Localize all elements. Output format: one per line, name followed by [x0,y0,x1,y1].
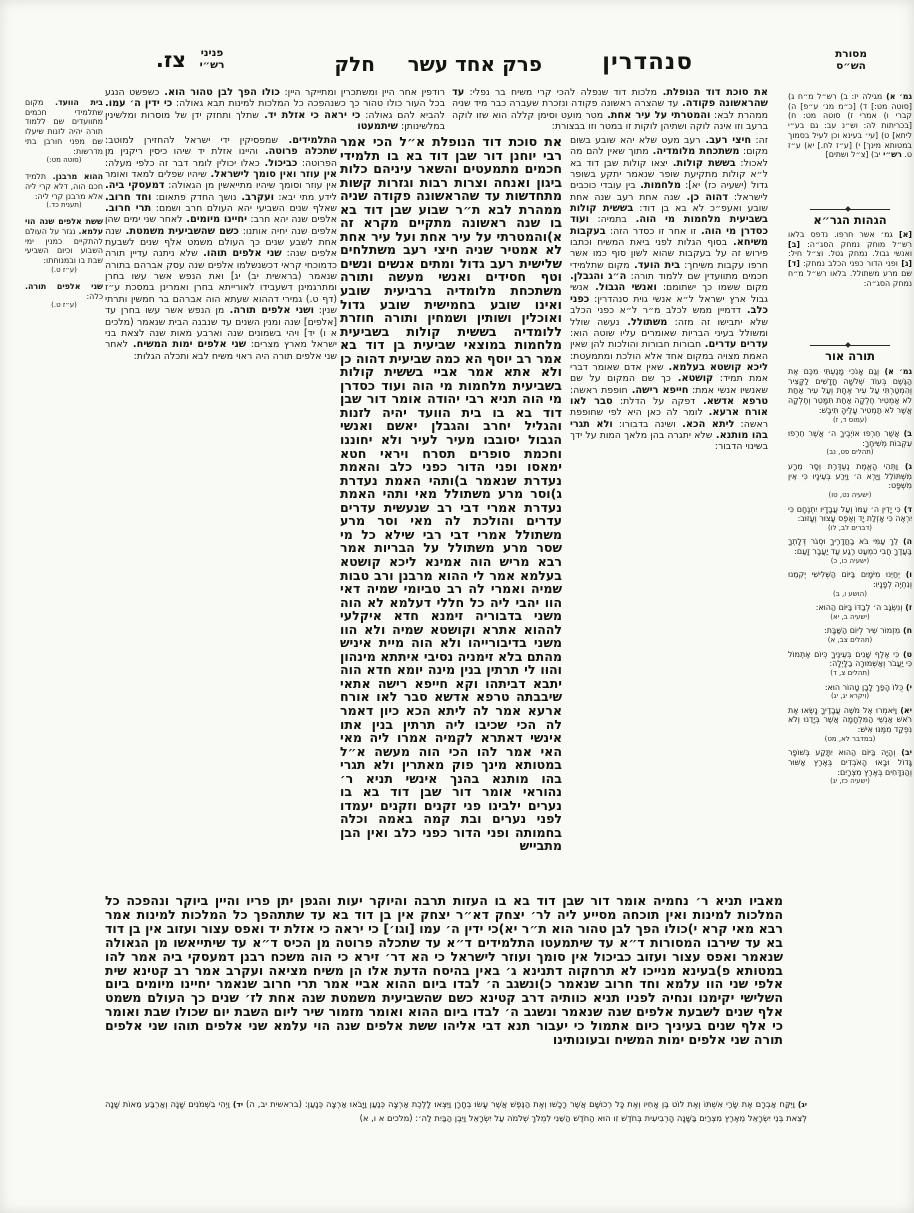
margin-entry: ג) וַתְּהִי הָאֱמֶת נֶעְדֶּרֶת וְסָר מֵרָע מִשְׁתּוֹלֵל וַיַּרְא ה׳ וַיֵּרַע בְּעֵינָיו כִּי אֵין מִשְׁפָּט: (ישעיה נט, טו) [788,461,912,500]
hagahot-gra-notes: [א] גמ׳ אשר חרפו. נדפס בלאו רש״ל מוחק נמחק הסג״ה: [ב] ואנשי גבול. נמחק גטל. וצ״ל חיל: [ג] ופני הדור כפני הכלב נמחק: [ד] שם מרע משתולל. בלאו רש״ל מ״ח נמחק הסג״ה: [788,230,912,288]
margin-entry: בית הוועד. מקום שתלמידי חכמים מתוועדים שם ללמוד תורה יהיה לזנות שיעלו שם מפני חורבן בתי מדרשות: (סוטה מט:) [25,98,103,165]
pninei-rashi-title-line1: פניני [200,47,224,59]
header-masechet: סנהדרין [602,49,693,75]
pninei-note-list [25,98,103,310]
margin-entry: ו) יְחַיֵּנוּ מִיֹּמָיִם בַּיּוֹם הַשְּׁלִישִׁי יְקִמֵנוּ וְנִחְיֶה לְפָנָיו: (הושע ו, ב) [788,570,912,598]
torah-or-bottom-verses: יג) וַיִּקַּח אַבְרָם אֶת שָׂרַי אִשְׁתּוֹ וְאֶת לוֹט בֶּן אָחִיו וְאֶת כָּל רְכוּשָׁם אֲשֶׁר רָכָשׁוּ וְאֶת הַנֶּפֶשׁ אֲשֶׁר עָשׂוּ בְחָרָן וַיֵּצְאוּ לָלֶכֶת אַרְצָה כְּנַעַן וַיָּבֹאוּ אַרְצָה כְּנָעַן: (בראשית יב, ה) יד) וַיְהִי בִשְׁמֹנִים שָׁנָה וְאַרְבַּע מֵאוֹת שָׁנָה לְצֵאת בְּנֵי יִשְׂרָאֵל מֵאֶרֶץ מִצְרַיִם בַּשָּׁנָה הָרְבִיעִית בְּחֹדֶשׁ זִו הוּא הַחֹדֶשׁ הַשֵּׁנִי לִמְלֹךְ שְׁלֹמֹה עַל יִשְׂרָאֵל וַיִּבֶן הַבַּיִת לַה׳: (מלכים א ו, א) [105,1099,807,1123]
right-margin-column [788,92,912,1092]
rashi-right-column: זה: חיצי רעב. רעב מעט שלא יהא שובע בשום מקום: משתכחת מלומדיה. מתוך שאין להם מה לאכול: בששת קולות. יצאו קולות שבן דוד בא ל״א קולות מתקיעת שופר שנאמר יתקע בשופר גדול (ישעיה כז) יא]: מלחמות. בין עובדי כוכבים לישראל: דהוה כן. שנה אחת רעב שנה אחת שובע ואעפ״כ לא בא בן דוד: בששית קולות בשביעית מלחמות מי הוה. בתמיה: ועוד כסדרן מי הוה. זו אחר זו כסדר הזה: בעקבות משיחא. בסוף הגלות לפני ביאת המשיח וכתבו פירוש זה על בעקבות שהוא לשון סוף כמו אשר חרפו עקבות משיחך: בית הועד. מקום שתלמידי חכמים מתוועדין שם ללמוד תורה: ה״ג והגבלן. מקום ששמו כך ישתומם: ואנשי הגבול. אנשי גבול ארץ ישראל ל״א אנשי גוית סנהדרין: כפני כלב. דדמיין ממש לכלב מ״ר ל״א כפני הכלב שלא יתבישו זה מזה: משתולל. נעשה שולל ומשולל בעיני הבריות שאומרים עליו שוטה הוא: עדרים עדרים. חבורות חבורות והולכות להן שאין האמת מצויה במקום אחד אלא הולכת ומתמעטת: ליכא קושטא בעלמא. שאין אדם שאומר דברי אמת תמיד: קושטא. כך שם המקום על שם שאנשיו אנשי אמת: חייפא רישה. חופפת ראשה: טרפא אדשא. דפקה על הדלת: סבר לאו אורח ארעא. לומר לה כאן היא לפי שחופפת ראשה: ליתא הכא. ושינה בדבורו: ולא תגרי בהו מותנא. שלא יתגרה בהן מלאך המות על ידך בשינוי הדבור: [570,135,768,453]
margin-entry: יב) וְהָיָה בַּיּוֹם הַהוּא יִתָּקַע בְּשׁוֹפָר גָּדוֹל וּבָאוּ הָאֹבְדִים בְּאֶרֶץ אַשּׁוּר וְהַנִּדָּחִים בְּאֶרֶץ מִצְרָיִם: (ישעיה כז, יג) [788,748,912,786]
rashi-top-left-block: רודפין אחר היין ומשתכרין ומתייקר היין: כולו הפך לבן טהור הוא. כשפשט הנגע בכל העור כולו טהור כך כשנהפכה כל המלכות למינות תבא גאולה: כי ידין ה׳ עמו. להביא להם גאולה: כי יראה כי אזלת יד. שתלך ותחזק ידן של מוסרות ומלשינין במלשינותן: שיתמעטו [105,87,445,133]
rashi-top-right-block: את סוכת דוד הנופלת. מלכות דוד שנפלה להכי קרי משיח בר נפלי: עד שהראשונה פקודה. עד שהצרה ראשונה פקודה ונזכרת שעברה כבר מיד שניה ממהרת לבא: והמטרתי על עיר אחת. מטר מועט וסימן קללה הוא שזו לוקה ברעב וזו אינה לוקה ושתיהן לוקות זו במטר וזו בבצורת: [452,87,768,133]
margin-entry: שני אלפים תורה. כלה: (ע״ז ט.) [25,281,103,310]
gemara-wide-section: מאביו תניא ר׳ נחמיה אומר דור שבן דוד בא בו העזות תרבה והיוקר יעות והגפן יתן פריו והיין ביוקר ונהפכה כל המלכות למינות ואין תוכחה מסייע ליה לר׳ יצחק דא״ר יצחק אין בן דוד בא עד שתתהפך כל המלכות למינות אמר רבא מאי קרא י)כולו הפך לבן טהור הוא ת״ר יא)כי ידין ה׳ עמו [וגו׳] כי יראה כי אזלת יד ואפס עצור ועזוב אין בן דוד בא עד שירבו המסורות ד״א עד שיתמעטו התלמידים ד״א עד שתכלה פרוטה מן הכיס ד״א עד שיתייאשו מן הגאולה שנאמר ואפס עצור ועזוב כביכול אין סומך ועוזר לישראל כי הא דר׳ זירא כי הוה משכח רבנן דמעסקי ביה אמר להו במטותא פ)בעינא מנייכו לא תרחקוה דתנינא ג׳ באין בהיסח הדעת אלו הן משיח מציאה ועקרב אמר רב קטינא שית אלפי שני הוו עלמא וחד חרוב שנאמר כ)ונשגב ה׳ לבדו ביום ההוא אביי אמר תרי חרוב שנאמר יחיינו מיומים ביום השלישי יקימנו ונחיה לפניו תניא כוותיה דרב קטינא כשם שהשביעית משמטת שנה אחת לז׳ שנים כך העולם משמט אלף שנים לשבעת אלפים שנה שנאמר ונשגב ה׳ לבדו ביום ההוא ואומר מזמור שיר ליום השבת יום שכולו שבת ואומר כי אלף שנים בעיניך כיום אתמול כי יעבור תנא דבי אליהו ששת אלפים שנה הוי עלמא שני אלפים תוהו שני אלפים תורה שני אלפים ימות המשיח ובעונותינו [105,894,783,1048]
margin-entry: ד) כִּי יָדִין ה׳ עַמּוֹ וְעַל עֲבָדָיו יִתְנֶחָם כִּי יִרְאֶה כִּי אָזְלַת יָד וְאֶפֶס עָצוּר וְעָזוּב: (דברים לב, לו) [788,504,912,532]
pninei-rashi-title [183,47,241,71]
margin-entry: ה) לֵךְ עַמִּי בֹּא בַחֲדָרֶיךָ וּסְגֹר דְּלָתְךָ בַּעֲדֶךָ חֲבִי כִמְעַט רֶגַע עַד יַעֲבָר זָעַם: (ישעיה כו, כ) [788,537,912,565]
margin-entry: ח) מִזְמוֹר שִׁיר לְיוֹם הַשַּׁבָּת: (תהלים צב, א) [824,626,912,645]
masoret-title-line2: הש״ס [836,60,866,72]
header-perek-name: חלק [334,52,375,76]
masoret-title-line1: מסורת [835,48,867,60]
masoret-title [790,48,912,72]
margin-entry: ב) אֲשֶׁר חֵרְפוּ אוֹיְבֶיךָ ה׳ אֲשֶׁר חֵרְפוּ עִקְּבוֹת מְשִׁיחֶךָ: (תהלים פט, נב) [788,429,912,457]
margin-entry: גמ׳ א) וְגַם אָנֹכִי מָנַעְתִּי מִכֶּם אֶת הַגֶּשֶׁם בְּעוֹד שְׁלֹשָׁה חֳדָשִׁים לַקָּצִיר וְהִמְטַרְתִּי עַל עִיר אֶחָת וְעַל עִיר אַחַת לֹא אַמְטִיר חֶלְקָה אַחַת תִּמָּטֵר וְחֶלְקָה אֲשֶׁר לֹא תַמְטִיר עָלֶיהָ תִּיבָשׁ: (עמוס ד, ז) [788,367,912,424]
margin-entry: יא) וַיֹּאמְרוּ אֶל מֹשֶׁה עֲבָדֶיךָ נָשְׂאוּ אֶת רֹאשׁ אַנְשֵׁי הַמִּלְחָמָה אֲשֶׁר בְּיָדֵנוּ וְלֹא נִפְקַד מִמֶּנּוּ אִישׁ: (במדבר לא, מט) [788,705,912,743]
hagahot-gra-title: הגהות הגר״א [813,213,887,227]
rashi-left-column: התלמידים. שמפסיקין ידי ישראל להחזירן למוטב: שתכלה פרוטה. והיינו אזלת יד שיהו כיסין ריקנין מן הפרוטה: כביכול. כאלו יכולין לומר דבר זה כלפי מעלה: אין עוזר ואין סומך לישראל. שיהיו שפלים למאד ואומר אין עוזר וסומך שיהיו מתייאשין מן הגאולה: דמעסקי ביה. לידע מתי יבא: ועקרב. נושך החדק פתאום: וחד חרוב. שאלף שנים השביעי יהא העולם חרב ושמם: תרי חרוב. אלפים שנה יהא חרב: יחיינו מיומים. לאחר שני ימים שהן אלפים שנה יחיה אותנו: כשם שהשביעית משמטת. שנה אחת לשבע שנים כך העולם משמט אלף שנים לשבעת אלפים שנה: שני אלפים תוהו. שלא ניתנה עדיין תורה כדמוכחי קראי דכשנשלמו אלפים שנה עסק אברהם בתורה שנאמר (בראשית יב) יג] ואת הנפש אשר עשו בחרן ומתרגמינן דשעבידו לאורייתא בחרן ואמרינן במסכת ע״ז (דף ט.) גמירי דההוא שעתא הוה אברהם בר חמשין ותרתי שנין: ושני אלפים תורה. מן הנפש אשר עשו בחרן עד [אלפים] שנה ומנין השנים עד שנבנה הבית שנאמר (מלכים א ו) יד] ויהי בשמונים שנה וארבע מאות שנה לצאת בני ישראל מארץ מצרים: שני אלפים ימות המשיח. לאחר שני אלפים תורה היה ראוי משיח לבא ותכלה הגלות: [105,135,337,362]
masoret-hashas-notes: גמ׳ א) מגילה יז: ב) רש״ל מ״ח ג) [סוטה מט:] ד) [כ״מ מנ׳ ע״פ] ה) קברי ו) אמרי ז) סוטה מט: ח) [בכריתות לה: וש״נ עב: גם בע״י ליתא] ט) [עי׳ בעינא וכן לעיל בסמוך במטותא מינך] י) [ע״ז לח.] יא) ע״ז ט. רש״י יב) [צ״ל ושתים] [788,92,912,160]
margin-entry: י) כֻּלּוֹ הָפַךְ לָבָן טָהוֹר הוּא: (ויקרא יג, יג) [824,682,912,701]
gemara-center-column: את סוכת דוד הנופלת א״ל הכי אמר רבי יוחנן דור שבן דוד בא בו תלמידי חכמים מתמעטים והשאר עיניהם כלות ביגון ואנחה וצרות רבות וגזרות קשות מתחדשות עד שהראשונה פקודה שניה ממהרת לבא ת״ר שבוע שבן דוד בא בו שנה ראשונה מתקיים מקרא זה א)והמטרתי על עיר אחת ועל עיר אחת לא אמטיר שניה חיצי רעב משתלחים שלישית רעב גדול ומתים אנשים ונשים וטף חסידים ואנשי מעשה ותורה משתכחת מלומדיה ברביעית שובע ואינו שובע בחמישית שובע גדול ואוכלין ושותין ושמחין ותורה חוזרת ללומדיה בששית קולות בשביעית מלחמות במוצאי שביעית בן דוד בא אמר רב יוסף הא כמה שביעית דהוה כן ולא אתא אמר אביי בששית קולות בשביעית מלחמות מי הוה ועוד כסדרן מי הוה תניא רבי יהודה אומר דור שבן דוד בא בו בית הוועד יהיה לזנות והגליל יחרב והגבלן יאשם ואנשי הגבול יסובבו מעיר לעיר ולא יחוננו וחכמת סופרים תסרח ויראי חטא ימאסו ופני הדור כפני כלב והאמת נעדרת שנאמר ב)ותהי האמת נעדרת ג)וסר מרע משתולל מאי ותהי האמת נעדרת אמרי דבי רב שנעשית עדרים עדרים והולכת לה מאי וסר מרע משתולל אמרי דבי רבי שילא כל מי שסר מרע משתולל על הבריות אמר רבא מריש הוה אמינא ליכא קושטא בעלמא אמר לי ההוא מרבנן ורב טבות שמיה ואמרי לה רב טביומי שמיה דאי הוו יהבי ליה כל חללי דעלמא לא הוה משני בדבוריה זימנא חדא איקלעי לההוא אתרא וקושטא שמיה ולא הוו משני בדיבורייהו ולא הוה מיית איניש מהתם בלא זימניה נסיבי איתתא מינהון והוו לי תרתין בנין מינה יומא חדא הוה יתבא דביתהו וקא חייפא רישה אתאי שיבבתה טרפא אדשא סבר לאו אורח ארעא אמר לה ליתא הכא כיון דאמר לה הכי שכיבו ליה תרתין בנין אתו אינשי דאתרא לקמיה אמרו ליה מאי האי אמר להו הכי הוה מעשה א״ל במטותא מינך פוק מאתרין ולא תגרי בהו מותנא בהנך אינשי תניא ר׳ נהוראי אומר דור שבן דוד בא בו נערים ילבינו פני זקנים וזקנים יעמדו לפני נערים ובת קמה באמה וכלה בחמותה ופני הדור כפני כלב ואין הבן מתבייש [340,135,562,854]
pninei-rashi-title-line2: רש״י [199,59,225,71]
header-perek: פרק אחד עשר [407,52,542,76]
page-folio-number: צז. [155,48,186,72]
torah-or-entries [788,367,912,786]
margin-entry: ההוא מרבנן. תלמיד חכם הוה, דלא קרי ליה אלא מרבנן קרי ליה: (תענית כד.) [25,172,103,210]
margin-entry: ששת אלפים שנה הוי עלמא. נגזר על העולם להתקיים כמנין ימי השבוע וכיום השביעי שבת בו ובמנוחתו: (ע״ז ט.) [25,217,103,274]
margin-entry: ט) כִּי אֶלֶף שָׁנִים בְּעֵינֶיךָ כְּיוֹם אֶתְמוֹל כִּי יַעֲבֹר וְאַשְׁמוּרָה בַלָּיְלָה: (תהלים צ, ד) [788,649,912,678]
pninei-rashi-notes [25,98,103,348]
margin-entry: ז) וְנִשְׂגַּב ה׳ לְבַדּוֹ בַּיּוֹם הַהוּא: (ישעיה ב, יא) [815,603,912,621]
torah-or-title: תורה אור [825,349,875,363]
